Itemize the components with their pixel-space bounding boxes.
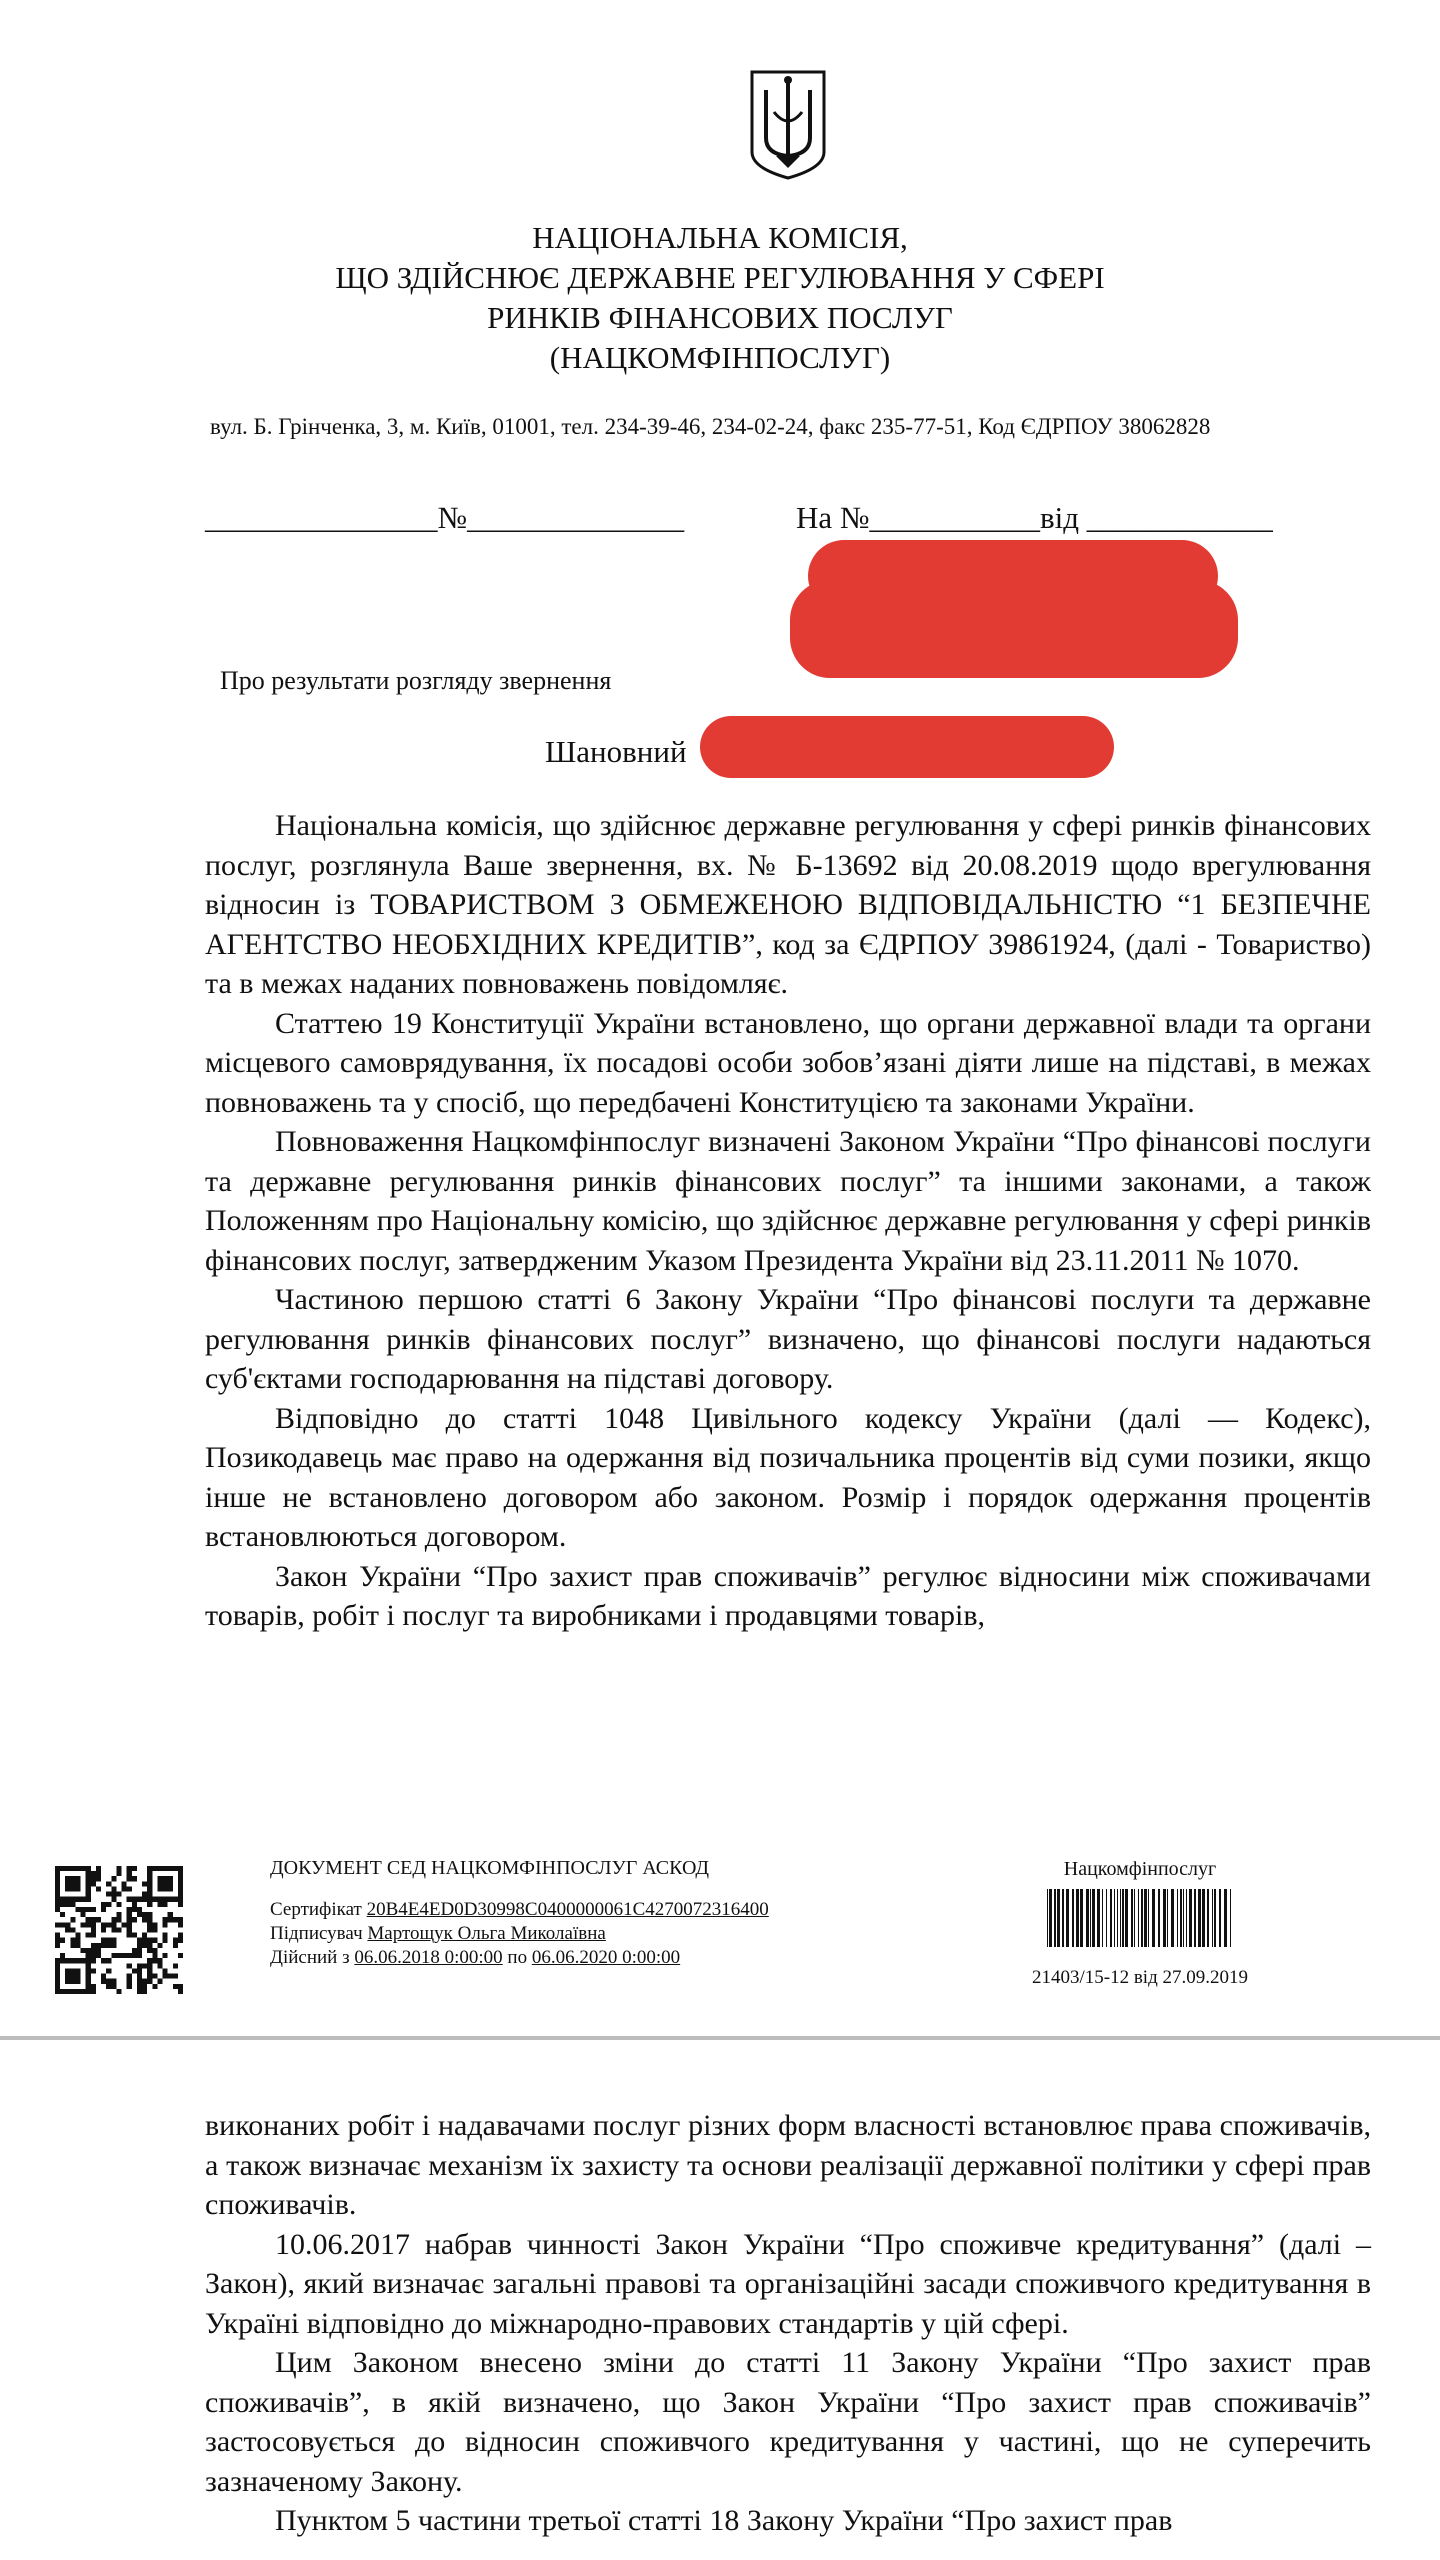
validity-line (270, 1946, 769, 1970)
stamp-title: ДОКУМЕНТ СЕД НАЦКОМФІНПОСЛУГ АСКОД (270, 1857, 710, 1879)
incoming-reference-line: На №___________від ____________ (796, 500, 1273, 535)
valid-to: 06.06.2020 0:00:00 (531, 1947, 681, 1968)
barcode-icon (1045, 1889, 1235, 1947)
body-paragraph: Пунктом 5 частини третьої статті 18 Закону України “Про захист прав (275, 2504, 1173, 2537)
body-paragraph: Повноваження Нацкомфінпослуг визначені Законом України “Про фінансові послуги та державне регулювання ринків фінансових послуг” та іншими законами, а також Положенням про Національну комісію, що здійснює державне регулювання у сфері ринків фінансових послуг, затвердженим Указом Президента України від 23.11.2011 № 1070. (205, 1125, 1371, 1277)
letter-body-page-1 (205, 806, 1371, 1636)
valid-mid: по (507, 1947, 528, 1968)
org-line: ЩО ЗДІЙСНЮЄ ДЕРЖАВНЕ РЕГУЛЮВАННЯ У СФЕРІ (335, 260, 1105, 295)
outgoing-number-line: _______________№______________ (205, 500, 685, 535)
body-paragraph: Національна комісія, що здійснює державне регулювання у сфері ринків фінансових послуг, розглянула Ваше звернення, вх. № Б-13692 від 20.08.2019 щодо врегулювання відносин із ТОВАРИСТВОМ З ОБМЕЖЕНОЮ ВІДПОВІДАЛЬНІСТЮ “1 БЕЗПЕЧНЕ АГЕНТСТВО НЕОБХІДНИХ КРЕДИТІВ”, код за ЄДРПОУ 39861924, (далі - Товариство) та в межах наданих повноважень повідомляє. (205, 809, 1371, 1000)
redaction-mark (790, 580, 1238, 678)
greeting: Шановний (545, 734, 687, 769)
organization-address: вул. Б. Грінченка, 3, м. Київ, 01001, тел. 234-39-46, 234-02-24, факс 235-77-51, Код ЄДРПОУ 38062828 (210, 414, 1211, 439)
body-paragraph: Закон України “Про захист прав споживачів” регулює відносини між споживачами товарів, робіт і послуг та виробниками і продавцями товарів, (205, 1559, 1371, 1632)
signer-label: Підписувач (270, 1923, 363, 1944)
certificate-line (270, 1898, 769, 1922)
org-line: РИНКІВ ФІНАНСОВИХ ПОСЛУГ (487, 300, 953, 335)
e-signature-stamp (270, 1856, 769, 1970)
qr-code-icon (55, 1866, 183, 1994)
page-separator (0, 2036, 1440, 2040)
body-paragraph: Цим Законом внесено зміни до статті 11 Закону України “Про захист прав споживачів”, в якій визначено, що Закон України “Про захист прав споживачів” застосовується до відносин споживчого кредитування у частині, що не суперечить зазначеному Закону. (205, 2346, 1371, 2498)
registration-number: 21403/15-12 від 27.09.2019 (1031, 1967, 1249, 1988)
body-paragraph: 10.06.2017 набрав чинності Закон України “Про споживче кредитування” (далі – Закон), який визначає загальні правові та організаційні засади споживчого кредитування в Україні відповідно до міжнародно-правових стандартів у цій сфері. (205, 2227, 1371, 2340)
signer-line (270, 1922, 769, 1946)
letter-subject: Про результати розгляду звернення (220, 666, 612, 695)
organization-title (0, 218, 1440, 378)
certificate-value: 20B4E4ED0D30998C0400000061C4270072316400 (366, 1899, 769, 1920)
org-line: НАЦІОНАЛЬНА КОМІСІЯ, (532, 220, 908, 255)
body-paragraph: Відповідно до статті 1048 Цивільного кодексу України (далі — Кодекс), Позикодавець має право на одержання від позичальника процентів від суми позики, якщо інше не встановлено договором або законом. Розмір і порядок одержання процентів встановлюються договором. (205, 1401, 1371, 1553)
body-paragraph: виконаних робіт і надавачами послуг різних форм власності встановлює права споживачів, а також визначає механізм їх захисту та основи реалізації державної політики у сфері прав споживачів. (205, 2109, 1371, 2221)
body-paragraph: Статтею 19 Конституції України встановлено, що органи державної влади та органи місцевого самоврядування, їх посадові особи зобов’язані діяти лише на підставі, в межах повноважень та у спосіб, що передбачені Конституцією та законами України. (205, 1006, 1371, 1119)
valid-label: Дійсний з (270, 1947, 350, 1968)
certificate-label: Сертифікат (270, 1899, 362, 1920)
registration-block (1000, 1858, 1280, 1989)
letter-body-page-2 (205, 2106, 1371, 2541)
signer-value: Мартощук Ольга Миколаївна (367, 1923, 606, 1944)
valid-from: 06.06.2018 0:00:00 (354, 1947, 503, 1968)
body-paragraph: Частиною першою статті 6 Закону України “Про фінансові послуги та державне регулювання ринків фінансових послуг” визначено, що фінансові послуги надаються суб'єктами господарювання на підставі договору. (205, 1283, 1371, 1395)
redaction-mark (700, 716, 1114, 778)
org-line: (НАЦКОМФІНПОСЛУГ) (549, 340, 891, 375)
trident-emblem-icon (748, 68, 828, 182)
registration-org: Нацкомфінпослуг (1063, 1858, 1217, 1880)
